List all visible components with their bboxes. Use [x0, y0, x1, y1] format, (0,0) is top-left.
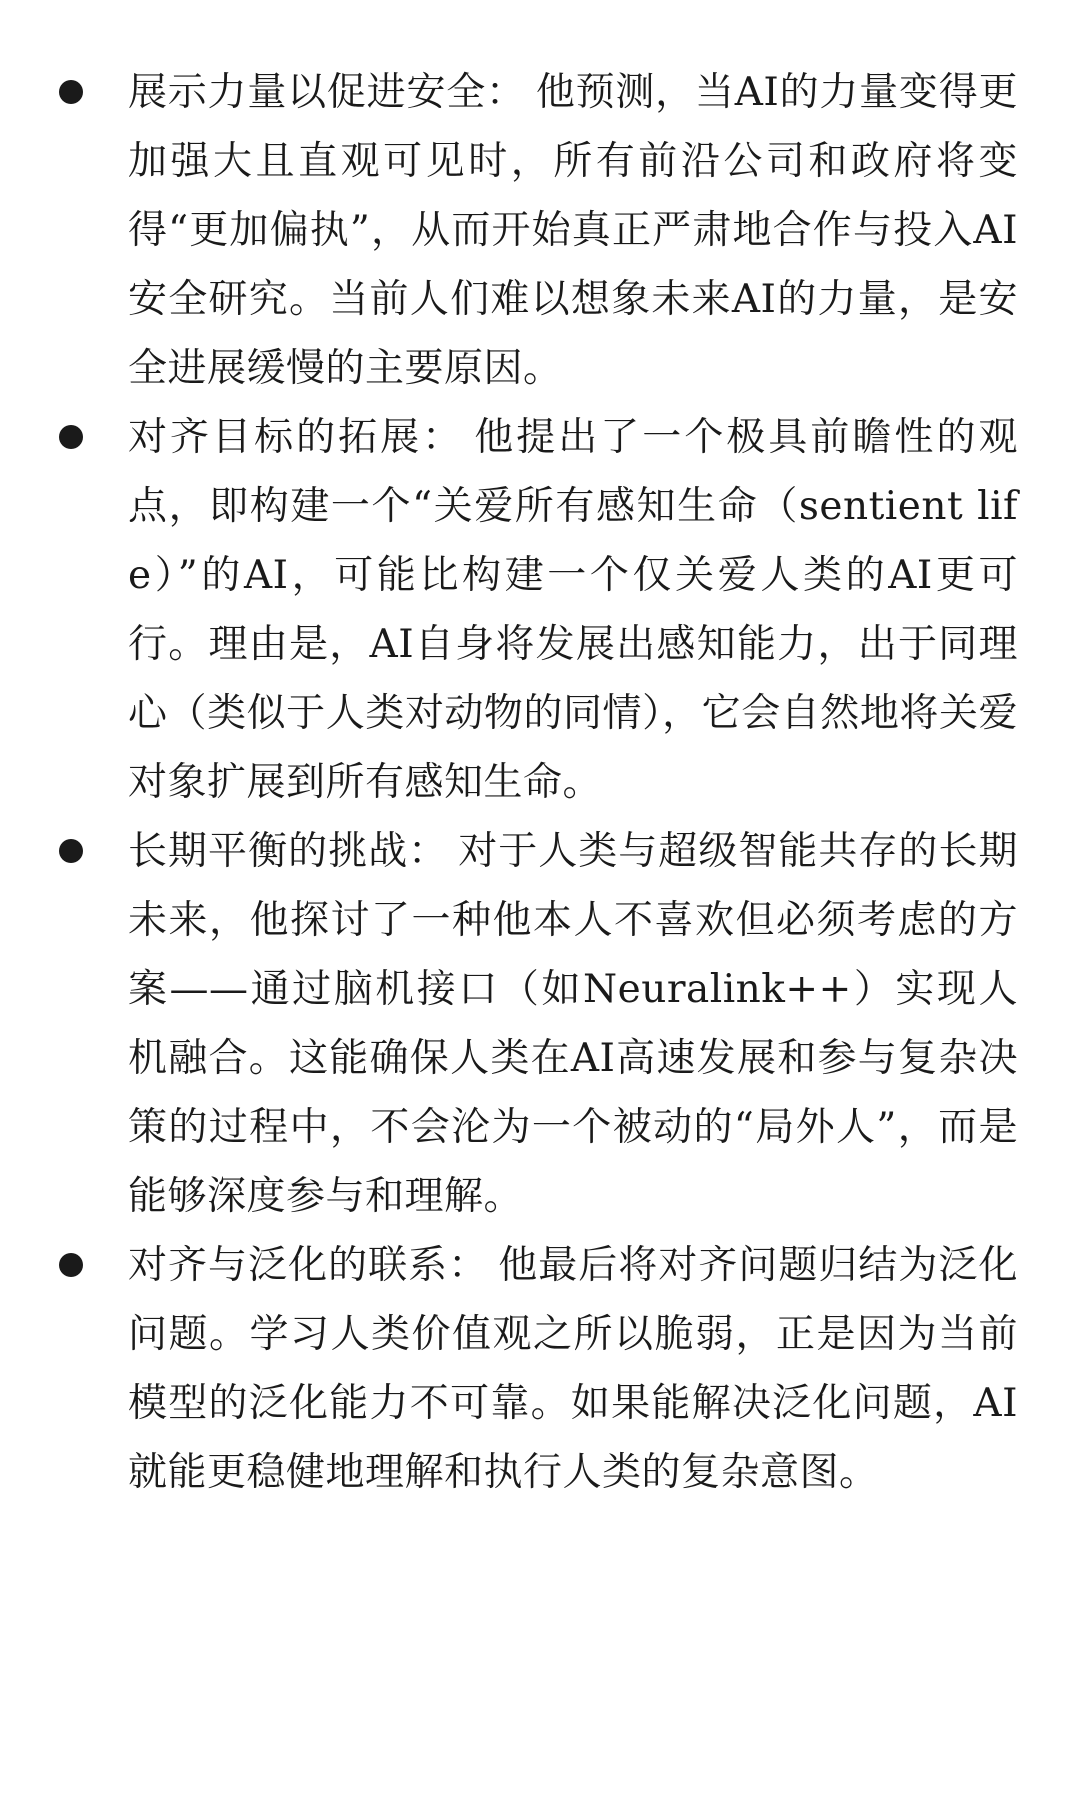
item-title: 对齐目标的拓展 — [128, 415, 423, 460]
list-item — [0, 403, 1080, 817]
item-body: 他最后将对齐问题归结为泛化问题。学习人类价值观之所以脆弱，正是因为当前模型的泛化能力不可靠。如果能解决泛化问题，AI就能更稳健地理解和执行人类的复杂意图。 — [128, 1243, 1018, 1495]
bullet-icon — [59, 425, 83, 449]
bullet-icon — [59, 839, 83, 863]
item-separator: ： — [448, 1243, 489, 1288]
list-item — [0, 817, 1080, 1231]
item-separator: ： — [486, 70, 526, 115]
list-item — [0, 58, 1080, 403]
bullet-icon — [59, 1253, 83, 1277]
bullet-list — [0, 58, 1080, 1507]
item-title: 展示力量以促进安全 — [128, 70, 487, 115]
item-body: 对于人类与超级智能共存的长期未来，他探讨了一种他本人不喜欢但必须考虑的方案——通过脑机接口（如Neuralink++）实现人机融合。这能确保人类在AI高速发展和参与复杂决策的过程中，不会沦为一个被动的“局外人”，而是能够深度参与和理解。 — [128, 829, 1018, 1219]
list-item — [0, 1231, 1080, 1507]
item-title: 对齐与泛化的联系 — [128, 1243, 449, 1288]
item-title: 长期平衡的挑战 — [128, 829, 409, 874]
item-body: 他提出了一个极具前瞻性的观点，即构建一个“关爱所有感知生命（sentient life）”的AI，可能比构建一个仅关爱人类的AI更可行。理由是，AI自身将发展出感知能力，出于同理心（类似于人类对动物的同情），它会自然地将关爱对象扩展到所有感知生命。 — [128, 415, 1018, 805]
item-separator: ： — [408, 829, 449, 874]
item-body: 他预测，当AI的力量变得更加强大且直观可见时，所有前沿公司和政府将变得“更加偏执”，从而开始真正严肃地合作与投入AI安全研究。当前人们难以想象未来AI的力量，是安全进展缓慢的主要原因。 — [128, 70, 1018, 391]
item-separator: ： — [422, 415, 465, 460]
article-content — [0, 58, 1080, 1507]
bullet-icon — [59, 80, 83, 104]
